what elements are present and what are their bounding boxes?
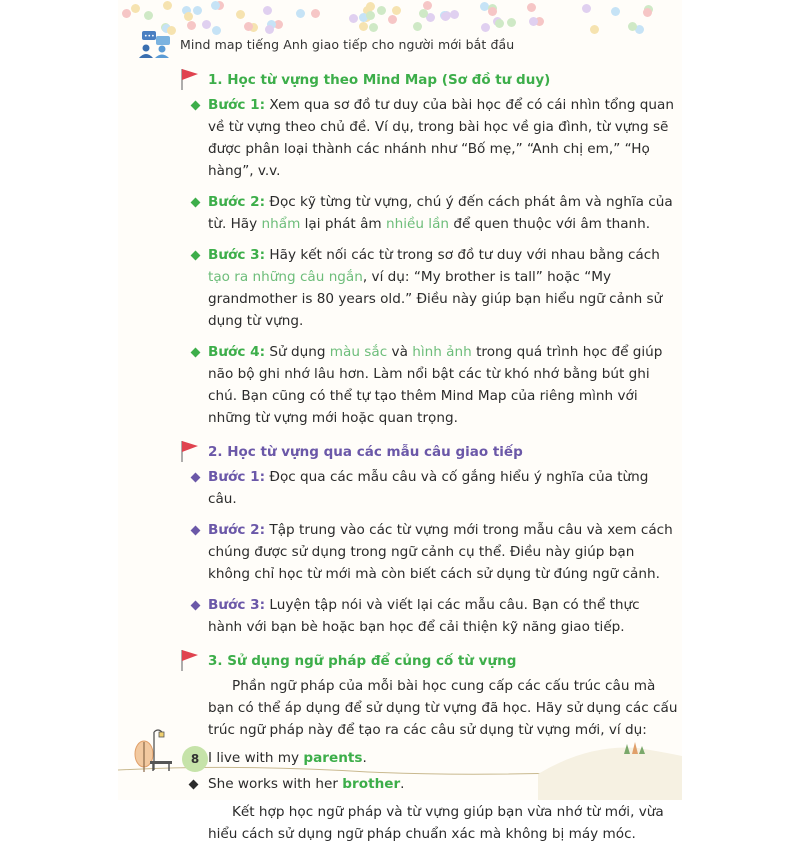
confetti-dot bbox=[202, 20, 211, 29]
example-text: I live with my bbox=[208, 750, 300, 766]
header-title: Mind map tiếng Anh giao tiếp cho người mới bắt đầu bbox=[180, 36, 515, 52]
section-2-step-2 bbox=[178, 519, 678, 585]
svg-text:•••: ••• bbox=[144, 33, 155, 40]
diamond-bullet-icon bbox=[191, 101, 201, 111]
step-text: trong quá trình học để giúp não bộ ghi nhớ lâu hơn. Làm nổi bật các từ khó nhớ bằng bút ghi chú. Bạn cũng có thể tự tạo thêm Mind Map của riêng mình với những từ vựng mới hoặc quan trọng. bbox=[208, 344, 663, 426]
step-text: Xem qua sơ đồ tư duy của bài học để có cái nhìn tổng quan về từ vựng theo chủ đề. Ví dụ, trong bài học về gia đình, từ vựng sẽ được phân loại thành các nhánh như “Bố mẹ,” “Anh chị em,” “Họ hàng”, v.v. bbox=[208, 97, 674, 179]
section-3-heading bbox=[178, 647, 678, 675]
confetti-dot bbox=[184, 12, 193, 21]
step-text: lại phát âm bbox=[304, 216, 382, 232]
step-text: và bbox=[391, 344, 408, 360]
confetti-dot bbox=[122, 9, 131, 18]
step-text: Tập trung vào các từ vựng mới trong mẫu câu và xem cách chúng được sử dụng trong ngữ cảnh cụ thể. Điều này giúp bạn không chỉ học từ mới mà còn biết cách sử dụng từ đúng ngữ cảnh. bbox=[208, 522, 673, 582]
diamond-bullet-icon bbox=[191, 473, 201, 483]
highlight-text: màu sắc bbox=[329, 344, 388, 360]
confetti-dot bbox=[450, 10, 459, 19]
confetti-dot bbox=[311, 9, 320, 18]
example-highlight: brother bbox=[342, 776, 401, 792]
step-label: Bước 3: bbox=[208, 597, 266, 613]
highlight-text: nhẩm bbox=[261, 216, 301, 232]
step-text: để quen thuộc với âm thanh. bbox=[453, 216, 651, 232]
highlight-text: tạo ra những câu ngắn bbox=[208, 269, 363, 285]
confetti-dot bbox=[423, 1, 432, 10]
confetti-dot bbox=[144, 11, 153, 20]
confetti-dot bbox=[377, 6, 386, 15]
example-punct: . bbox=[400, 776, 405, 792]
confetti-dot bbox=[193, 6, 202, 15]
section-2-heading bbox=[178, 438, 678, 466]
confetti-dot bbox=[611, 7, 620, 16]
confetti-dot bbox=[187, 21, 196, 30]
example-text: She works with her bbox=[208, 776, 338, 792]
step-label: Bước 1: bbox=[208, 97, 266, 113]
step-label: Bước 1: bbox=[208, 469, 266, 485]
section-2-step-1 bbox=[178, 466, 678, 510]
section-3-intro: Phần ngữ pháp của mỗi bài học cung cấp các cấu trúc câu mà bạn có thể áp dụng để sử dụng từ vựng đã học. Hãy sử dụng các cấu trúc ngữ pháp này để tạo ra các câu sử dụng từ vựng mới, ví dụ: bbox=[208, 678, 678, 738]
flag-icon bbox=[178, 439, 200, 463]
step-label: Bước 4: bbox=[208, 344, 266, 360]
confetti-dot bbox=[163, 1, 172, 10]
diamond-bullet-icon bbox=[191, 526, 201, 536]
section-1-title: 1. Học từ vựng theo Mind Map (Sơ đồ tư duy) bbox=[208, 72, 551, 88]
step-label: Bước 2: bbox=[208, 522, 266, 538]
confetti-dot bbox=[211, 1, 220, 10]
step-text: Hãy kết nối các từ trong sơ đồ tư duy với nhau bằng cách bbox=[269, 247, 660, 263]
step-text: , ví dụ: “My brother is tall” hoặc “My grandmother is 80 years old.” Điều này giúp bạn hiểu ngữ cảnh sử dụng từ vựng. bbox=[208, 269, 663, 329]
confetti-dot bbox=[388, 15, 397, 24]
diamond-bullet-icon bbox=[191, 601, 201, 611]
confetti-dot bbox=[441, 12, 450, 21]
section-2-step-3 bbox=[178, 594, 678, 638]
example-highlight: parents bbox=[303, 750, 363, 766]
confetti-dot bbox=[529, 17, 538, 26]
confetti-dot bbox=[236, 10, 245, 19]
page-number: 8 bbox=[182, 746, 208, 772]
confetti-dot bbox=[366, 11, 375, 20]
chat-people-icon bbox=[136, 30, 174, 58]
diamond-bullet-icon bbox=[191, 198, 201, 208]
step-text: Luyện tập nói và viết lại các mẫu câu. Bạn có thể thực hành với bạn bè hoặc bạn học để cải thiện kỹ năng giao tiếp. bbox=[208, 597, 640, 635]
confetti-dot bbox=[507, 18, 516, 27]
example-punct: . bbox=[362, 750, 367, 766]
confetti-dot bbox=[590, 25, 599, 34]
confetti-dot bbox=[366, 2, 375, 11]
book-page bbox=[118, 0, 682, 842]
confetti-dot bbox=[419, 9, 428, 18]
highlight-text: hình ảnh bbox=[412, 344, 472, 360]
section-2-title: 2. Học từ vựng qua các mẫu câu giao tiếp bbox=[208, 444, 523, 460]
highlight-text: nhiều lần bbox=[386, 216, 450, 232]
section-1-step-2 bbox=[178, 191, 678, 235]
bench-icon bbox=[148, 758, 174, 772]
section-1-step-4 bbox=[178, 341, 678, 429]
small-trees-icon bbox=[618, 734, 648, 758]
confetti-dot bbox=[263, 6, 272, 15]
page-footer bbox=[118, 726, 682, 800]
step-label: Bước 3: bbox=[208, 247, 266, 263]
confetti-dot bbox=[131, 4, 140, 13]
flag-icon bbox=[178, 648, 200, 672]
confetti-dot bbox=[296, 9, 305, 18]
confetti-dot bbox=[274, 20, 283, 29]
confetti-dot bbox=[582, 4, 591, 13]
section-1-heading bbox=[178, 66, 678, 94]
flag-icon bbox=[178, 67, 200, 91]
step-text: Sử dụng bbox=[269, 344, 326, 360]
diamond-bullet-icon bbox=[191, 251, 201, 261]
confetti-dot bbox=[488, 7, 497, 16]
section-3-title: 3. Sử dụng ngữ pháp để củng cố từ vựng bbox=[208, 653, 517, 669]
step-label: Bước 2: bbox=[208, 194, 266, 210]
confetti-dot bbox=[527, 3, 536, 12]
page-header bbox=[136, 30, 514, 58]
confetti-dot bbox=[495, 19, 504, 28]
section-1-step-1 bbox=[178, 94, 678, 182]
section-3-outro: Kết hợp học ngữ pháp và từ vựng giúp bạn vừa nhớ từ mới, vừa hiểu cách sử dụng ngữ pháp chuẩn xác mà không bị máy móc. bbox=[208, 804, 664, 842]
diamond-bullet-icon bbox=[191, 348, 201, 358]
confetti-dot bbox=[349, 14, 358, 23]
step-text: Đọc kỹ từng từ vựng, chú ý đến cách phát âm và nghĩa của từ. Hãy bbox=[208, 194, 673, 232]
confetti-dot bbox=[392, 6, 401, 15]
step-text: Đọc qua các mẫu câu và cố gắng hiểu ý nghĩa của từng câu. bbox=[208, 469, 649, 507]
section-1-step-3 bbox=[178, 244, 678, 332]
confetti-dot bbox=[643, 8, 652, 17]
